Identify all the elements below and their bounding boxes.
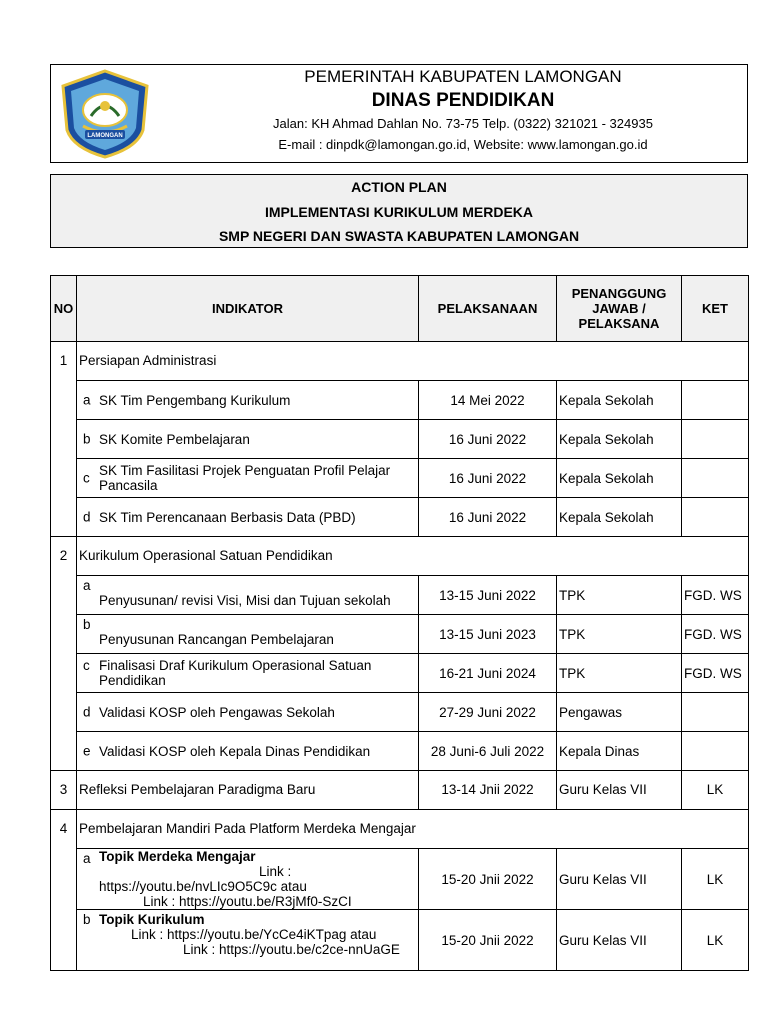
table-row bbox=[51, 459, 749, 498]
section-title: Kurikulum Operasional Satuan Pendidikan bbox=[77, 537, 749, 576]
section-row bbox=[51, 810, 749, 849]
section-title: Refleksi Pembelajaran Paradigma Baru bbox=[77, 771, 419, 810]
table-row bbox=[51, 654, 749, 693]
office-contact: E-mail : dinpdk@lamongan.go.id, Website: www.lamongan.go.id bbox=[278, 137, 648, 152]
document-title-box bbox=[50, 174, 748, 248]
item-pic: TPK bbox=[557, 615, 682, 654]
item-pic: Guru Kelas VII bbox=[557, 849, 682, 910]
section-row bbox=[51, 771, 749, 810]
table-row bbox=[51, 576, 749, 615]
item-text: SK Komite Pembelajaran bbox=[99, 431, 250, 447]
item-indikator bbox=[77, 498, 419, 537]
table-row bbox=[51, 693, 749, 732]
item-letter: a bbox=[83, 392, 91, 408]
item-pic: Kepala Sekolah bbox=[557, 381, 682, 420]
section-pic: Guru Kelas VII bbox=[557, 771, 682, 810]
item-text: Penyusunan Rancangan Pembelajaran bbox=[99, 631, 334, 647]
item-pic: Kepala Sekolah bbox=[557, 420, 682, 459]
item-letter: a bbox=[83, 578, 91, 593]
item-text: SK Tim Pengembang Kurikulum bbox=[99, 392, 291, 408]
item-ket bbox=[682, 381, 749, 420]
item-date: 16 Juni 2022 bbox=[419, 420, 557, 459]
item-letter: d bbox=[83, 704, 91, 720]
item-text: SK Tim Fasilitasi Projek Penguatan Profil Pelajar Pancasila bbox=[99, 463, 391, 493]
item-link-label: Link : bbox=[259, 864, 292, 879]
item-pic: Kepala Dinas bbox=[557, 732, 682, 771]
item-pic: Kepala Sekolah bbox=[557, 459, 682, 498]
item-pic: Guru Kelas VII bbox=[557, 910, 682, 971]
header-penanggung-jawab: PENANGGUNG JAWAB / PELAKSANA bbox=[557, 276, 682, 342]
item-ket: LK bbox=[682, 849, 749, 910]
table-row bbox=[51, 615, 749, 654]
item-link[interactable]: https://youtu.be/nvLIc9O5C9c atau bbox=[99, 879, 307, 894]
item-link[interactable]: Link : https://youtu.be/YcCe4iKTpag atau bbox=[131, 927, 377, 942]
item-text: Penyusunan/ revisi Visi, Misi dan Tujuan sekolah bbox=[99, 592, 391, 608]
item-letter: c bbox=[83, 470, 90, 486]
document-subtitle: IMPLEMENTASI KURIKULUM MERDEKA bbox=[264, 204, 534, 220]
government-name: PEMERINTAH KABUPATEN LAMONGAN bbox=[304, 67, 622, 86]
item-indikator bbox=[77, 381, 419, 420]
item-date: 15-20 Jnii 2022 bbox=[419, 849, 557, 910]
section-number: 4 bbox=[51, 810, 77, 971]
section-ket: LK bbox=[682, 771, 749, 810]
item-date: 13-15 Juni 2023 bbox=[419, 615, 557, 654]
item-pic: Pengawas bbox=[557, 693, 682, 732]
item-ket bbox=[682, 498, 749, 537]
section-date: 13-14 Jnii 2022 bbox=[419, 771, 557, 810]
item-date: 16 Juni 2022 bbox=[419, 459, 557, 498]
item-text: Finalisasi Draf Kurikulum Operasional Satuan Pendidikan bbox=[99, 658, 372, 688]
table-row bbox=[51, 498, 749, 537]
logo-text: LAMONGAN bbox=[87, 133, 123, 139]
item-link[interactable]: Link : https://youtu.be/c2ce-nnUaGE bbox=[183, 942, 400, 957]
section-number: 3 bbox=[51, 771, 77, 810]
section-number: 2 bbox=[51, 537, 77, 771]
item-letter: b bbox=[83, 431, 91, 447]
item-letter: b bbox=[83, 617, 91, 632]
item-indikator bbox=[77, 732, 419, 771]
item-letter: a bbox=[83, 851, 91, 866]
header-ket: KET bbox=[682, 276, 749, 342]
table-row bbox=[51, 849, 749, 910]
table-row bbox=[51, 420, 749, 459]
item-ket bbox=[682, 732, 749, 771]
section-title: Persiapan Administrasi bbox=[77, 342, 749, 381]
section-number: 1 bbox=[51, 342, 77, 537]
item-heading: Topik Merdeka Mengajar bbox=[99, 849, 256, 864]
item-ket bbox=[682, 459, 749, 498]
item-ket: FGD. WS bbox=[682, 654, 749, 693]
item-ket: LK bbox=[682, 910, 749, 971]
item-indikator bbox=[77, 849, 419, 910]
item-date: 16-21 Juni 2024 bbox=[419, 654, 557, 693]
section-row bbox=[51, 537, 749, 576]
item-pic: TPK bbox=[557, 654, 682, 693]
item-link[interactable]: Link : https://youtu.be/R3jMf0-SzCI bbox=[143, 894, 352, 909]
item-text: Validasi KOSP oleh Kepala Dinas Pendidikan bbox=[99, 743, 371, 759]
item-indikator bbox=[77, 576, 419, 615]
item-pic: TPK bbox=[557, 576, 682, 615]
item-indikator bbox=[77, 420, 419, 459]
item-date: 15-20 Jnii 2022 bbox=[419, 910, 557, 971]
item-date: 27-29 Juni 2022 bbox=[419, 693, 557, 732]
header-no: NO bbox=[51, 276, 77, 342]
item-indikator bbox=[77, 615, 419, 654]
item-letter: b bbox=[83, 912, 91, 927]
item-pic: Kepala Sekolah bbox=[557, 498, 682, 537]
item-letter: c bbox=[83, 658, 90, 673]
item-letter: d bbox=[83, 509, 91, 525]
table-row bbox=[51, 381, 749, 420]
item-ket: FGD. WS bbox=[682, 615, 749, 654]
section-row bbox=[51, 342, 749, 381]
document-title: ACTION PLAN bbox=[351, 179, 447, 195]
table-row bbox=[51, 910, 749, 971]
item-indikator bbox=[77, 693, 419, 732]
item-indikator bbox=[77, 654, 419, 693]
item-date: 16 Juni 2022 bbox=[419, 498, 557, 537]
table-header-row bbox=[51, 276, 749, 342]
document-scope: SMP NEGERI DAN SWASTA KABUPATEN LAMONGAN bbox=[218, 228, 580, 244]
item-date: 28 Juni-6 Juli 2022 bbox=[419, 732, 557, 771]
item-indikator bbox=[77, 910, 419, 971]
section-title: Pembelajaran Mandiri Pada Platform Merdeka Mengajar bbox=[77, 810, 749, 849]
item-heading: Topik Kurikulum bbox=[99, 912, 205, 927]
table-row bbox=[51, 732, 749, 771]
action-plan-table bbox=[50, 275, 749, 971]
item-text: Validasi KOSP oleh Pengawas Sekolah bbox=[99, 704, 335, 720]
lamongan-regency-logo bbox=[57, 68, 153, 160]
item-date: 14 Mei 2022 bbox=[419, 381, 557, 420]
item-ket bbox=[682, 420, 749, 459]
item-date: 13-15 Juni 2022 bbox=[419, 576, 557, 615]
header-indikator: INDIKATOR bbox=[77, 276, 419, 342]
letterhead bbox=[50, 64, 748, 163]
office-name: DINAS PENDIDIKAN bbox=[371, 90, 555, 111]
item-indikator bbox=[77, 459, 419, 498]
office-address: Jalan: KH Ahmad Dahlan No. 73-75 Telp. (0322) 321021 - 324935 bbox=[273, 116, 653, 131]
item-ket bbox=[682, 693, 749, 732]
item-ket: FGD. WS bbox=[682, 576, 749, 615]
item-text: SK Tim Perencanaan Berbasis Data (PBD) bbox=[99, 509, 356, 525]
header-pelaksanaan: PELAKSANAAN bbox=[419, 276, 557, 342]
item-letter: e bbox=[83, 743, 91, 759]
